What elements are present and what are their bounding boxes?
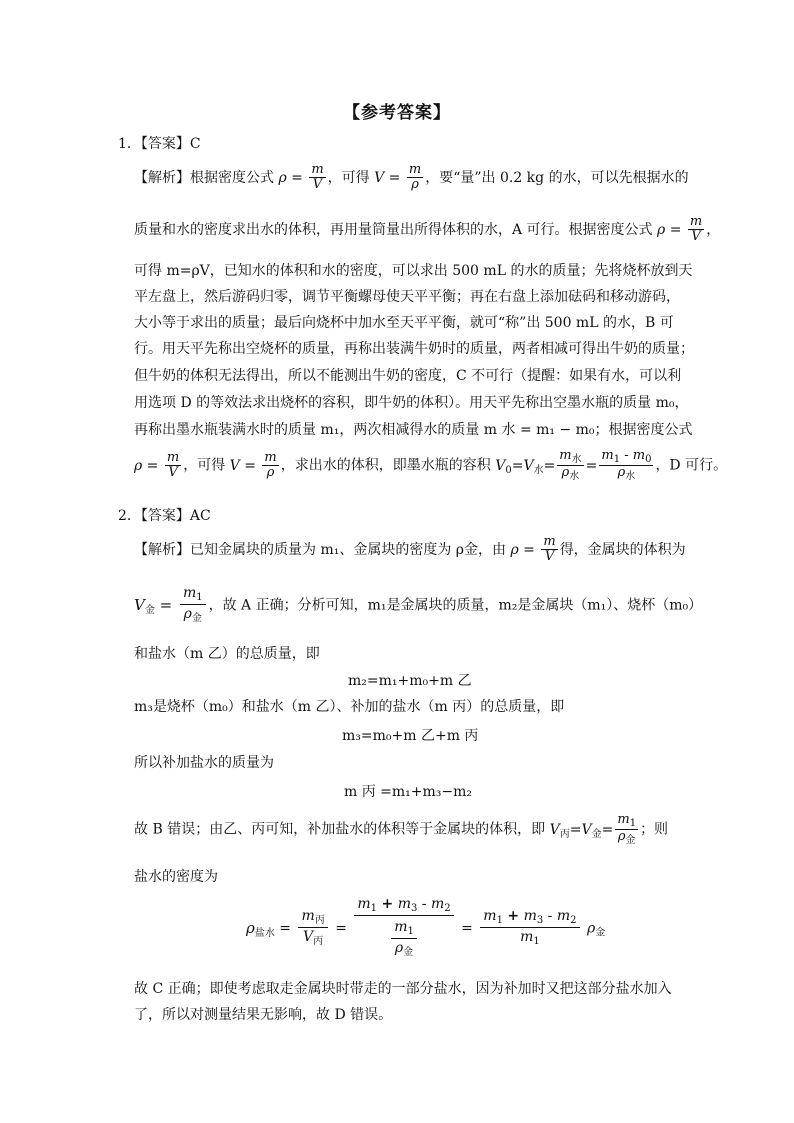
q2-text: 故 B 错误；由乙、丙可知，补加盐水的体积等于金属块的体积，即 — [134, 821, 546, 838]
q1-line-8: 用选项 D 的等效法求出烧杯的容积，即牛奶的体积）。用天平先称出空墨水瓶的质量 m₀， — [134, 395, 689, 411]
density-formula: ρ = $\frac{m}{V}$ — [278, 162, 324, 193]
q2-line-1 — [134, 535, 686, 565]
q1-line-5: 大小等于求出的质量；最后向烧杯中加水至天平平衡，就可“称”出 500 mL 的水，B 可 — [134, 315, 674, 331]
q2-text: 【解析】已知金属块的质量为 m₁、金属块的密度为 ρ金，由 — [134, 541, 507, 558]
q2-line-7: 盐水的密度为 — [134, 869, 218, 885]
equation-m3: m₃=m₀+m 乙+m 丙 — [342, 728, 479, 744]
volume-formula: V = $\frac{m}{\rho}$ — [229, 449, 277, 480]
q2-answer: 2．【答案】AC — [118, 508, 211, 524]
q1-text: 质量和水的密度求出水的体积，再用量筒量出所得体积的水，A 可行。根据密度公式 — [134, 221, 653, 238]
q2-text: 得，金属块的体积为 — [559, 541, 686, 558]
metal-volume-formula: $V_金$ = $m_1$ $\rho_金$ — [134, 596, 209, 614]
q1-answer: 1．【答案】C — [118, 136, 201, 152]
q2-line-4: m₃是烧杯（m₀）和盐水（m 乙）、补加的盐水（m 丙）的总质量，即 — [134, 699, 565, 715]
equation-m2: m₂=m₁+m₀+m 乙 — [348, 673, 472, 689]
equation-m-bing: m 丙 =m₁+m₃−m₂ — [344, 784, 473, 800]
q1-text: ，可得 — [183, 457, 226, 474]
capacity-formula: $V_0=V_水=$ $\frac{m_水}{\rho_水}$ = $\frac{m_1 - m_0}{\rho_水}$ — [495, 448, 652, 482]
q1-line-7: 但牛奶的体积无法得出，所以不能测出牛奶的密度，C 不可行（提醒：如果有水，可以利 — [134, 368, 682, 384]
q2-text: ；则 — [640, 821, 669, 838]
q2-line-3: 和盐水（m 乙）的总质量，即 — [134, 646, 320, 662]
q1-text: ，可得 — [327, 169, 370, 186]
density-formula: ρ = $\frac{m}{V}$ — [510, 534, 556, 565]
volume-equal-formula: $V_丙=V_金=$ $\frac{m_1}{\rho_金}$ — [549, 812, 637, 846]
q1-text: ，要“量”出 0.2 kg 的水，可以先根据水的 — [425, 169, 689, 186]
q1-line-10 — [134, 449, 727, 482]
q1-text: ，D 可行。 — [655, 457, 728, 474]
q1-line-4: 平左盘上，然后游码归零，调节平衡螺母使天平平衡；再在右盘上添加砝码和移动游码， — [134, 289, 680, 305]
q1-line-6: 行。用天平先称出空烧杯的质量，再称出装满牛奶时的质量，两者相减可得出牛奶的质量； — [134, 341, 694, 357]
q2-line-8: 故 C 正确；即使考虑取走金属块时带走的一部分盐水，因为补加时又把这部分盐水加入 — [134, 981, 672, 997]
q1-line-9: 再称出墨水瓶装满水时的质量 m₁，两次相减得水的质量 m 水 = m₁ − m₀；根据密度公式 — [134, 422, 693, 438]
q2-line-6 — [134, 813, 668, 846]
q1-text: ，求出水的体积，即墨水瓶的容积 — [280, 457, 491, 474]
q2-line-2 — [134, 585, 702, 626]
q1-line-1 — [134, 163, 689, 193]
q1-text: 【解析】根据密度公式 — [134, 169, 274, 186]
volume-formula: V = $\frac{m}{\rho}$ — [374, 162, 422, 193]
q2-line-9: 了，所以对测量结果无影响，故 D 错误。 — [134, 1007, 393, 1023]
density-formula: ρ = $\frac{m}{V}$ — [134, 449, 180, 480]
q2-line-5: 所以补加盐水的质量为 — [134, 755, 274, 771]
q2-text: ，故 A 正确；分析可知，m₁是金属块的质量，m₂是金属块（m₁）、烧杯（m₀） — [208, 597, 703, 614]
q1-line-2: 质量和水的密度求出水的体积，再用量筒量出所得体积的水，A 可行。根据密度公式 ρ = $\frac{m}{V}$ ， — [134, 214, 721, 245]
q1-line-3: 可得 m=ρV，已知水的体积和水的密度，可以求出 500 mL 的水的质量；先将烧杯放到天 — [134, 263, 693, 279]
page-title: 【参考答案】 — [343, 103, 451, 123]
density-formula: ρ = $\frac{m}{V}$ — [657, 214, 703, 245]
saltwater-density-formula: $\rho_{盐水}$ = $m_丙$ $V_丙$ = $m_1 + m_3 - m_2$ $m_1$ $\rho_金$ = $\frac{m_1 + m_3 - m_2}{m_1}$ $\rho_金$ — [246, 896, 606, 958]
